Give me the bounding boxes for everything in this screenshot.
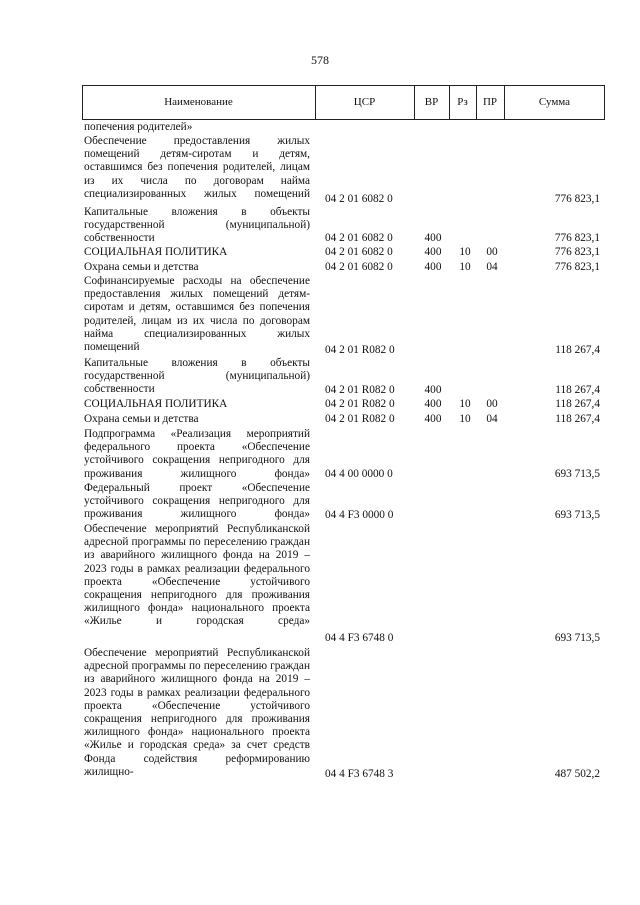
row-sum: 776 823,1 [554,246,600,258]
row-csr: 04 2 01 R082 0 [325,398,395,410]
row-name: попечения родителей» [84,121,193,133]
page-number: 578 [311,53,329,67]
header-divider [604,85,605,119]
row-name: Обеспечение мероприятий Республиканской адресной программы по переселению граждан из аварийного жилищного фонда на 2019 – 2023 годы в рамках реализации федерального проекта «Обеспечение устойчивого сокращения непригодного для проживания жилищного фонда» национального проекта «Жилье и городская среда» [84,523,310,628]
row-csr: 04 2 01 R082 0 [325,413,395,425]
row-sum: 693 713,5 [554,468,600,480]
row-sum: 118 267,4 [555,398,600,410]
header-pr: ПР [482,96,498,108]
row-vr: 400 [424,246,442,258]
row-sum: 693 713,5 [554,509,600,521]
row-csr: 04 2 01 6082 0 [325,246,393,258]
row-sum: 776 823,1 [554,232,600,244]
row-sum: 118 267,4 [555,413,600,425]
row-csr: 04 4 F3 6748 3 [325,768,394,780]
row-csr: 04 4 F3 0000 0 [325,509,394,521]
row-rz: 10 [459,398,471,410]
row-name: Капитальные вложения в объекты государственной (муниципальной) собственности [84,206,310,245]
row-csr: 04 2 01 6082 0 [325,261,393,273]
header-csr: ЦСР [353,96,376,108]
row-vr: 400 [424,398,442,410]
row-name: Подпрограмма «Реализация мероприятий федерального проекта «Обеспечение устойчивого сокращения непригодного для проживания жилищного фонда» [84,428,310,480]
header-sum: Сумма [538,96,571,108]
row-name: Обеспечение мероприятий Республиканской адресной программы по переселению граждан из аварийного жилищного фонда на 2019 – 2023 годы в рамках реализации федерального проекта «Обеспечение устойчивого сокращения непригодного для проживания жилищного фонда» национального проекта «Жилье и городская среда» за счет средств Фонда содействия реформированию жилищно- [84,647,310,778]
row-pr: 04 [486,413,498,425]
header-divider [504,85,505,119]
row-name: Капитальные вложения в объекты государственной (муниципальной) собственности [84,357,310,396]
header-divider [315,85,316,119]
row-sum: 776 823,1 [554,193,600,205]
header-name: Наименование [164,96,233,108]
row-csr: 04 2 01 6082 0 [325,193,393,205]
header-divider [82,85,83,119]
row-name: Федеральный проект «Обеспечение устойчивого сокращения непригодного для проживания жилищного фонда» [84,482,310,521]
row-sum: 776 823,1 [554,261,600,273]
header-vr: ВР [424,96,439,108]
row-name: СОЦИАЛЬНАЯ ПОЛИТИКА [84,246,228,258]
row-vr: 400 [424,261,442,273]
row-pr: 00 [486,246,498,258]
row-name: Охрана семьи и детства [84,261,199,273]
row-csr: 04 4 00 0000 0 [325,468,393,480]
row-name: Софинансируемые расходы на обеспечение предоставления жилых помещений детям-сиротам и детям, оставшимся без попечения родителей, лицам из их числа по договорам найма специализированных жилых помещений [84,275,310,354]
row-name: Обеспечение предоставления жилых помещений детям-сиротам и детям, оставшимся без попечения родителей, лицам из их числа по договорам найма специализированных жилых помещений [84,135,310,200]
row-sum: 118 267,4 [555,384,600,396]
row-vr: 400 [424,384,442,396]
row-rz: 10 [459,261,471,273]
header-divider [449,85,450,119]
row-sum: 487 502,2 [554,768,600,780]
row-pr: 00 [486,398,498,410]
row-pr: 04 [486,261,498,273]
row-sum: 118 267,4 [555,344,600,356]
row-csr: 04 2 01 6082 0 [325,232,393,244]
row-name: Охрана семьи и детства [84,413,199,425]
row-vr: 400 [424,232,442,244]
row-rz: 10 [459,413,471,425]
header-rz: Рз [457,96,468,108]
row-vr: 400 [424,413,442,425]
row-rz: 10 [459,246,471,258]
row-csr: 04 2 01 R082 0 [325,344,395,356]
table-header [82,85,605,120]
row-name: СОЦИАЛЬНАЯ ПОЛИТИКА [84,398,228,410]
row-sum: 693 713,5 [554,632,600,644]
header-divider [476,85,477,119]
header-divider [414,85,415,119]
row-csr: 04 2 01 R082 0 [325,384,395,396]
row-csr: 04 4 F3 6748 0 [325,632,394,644]
